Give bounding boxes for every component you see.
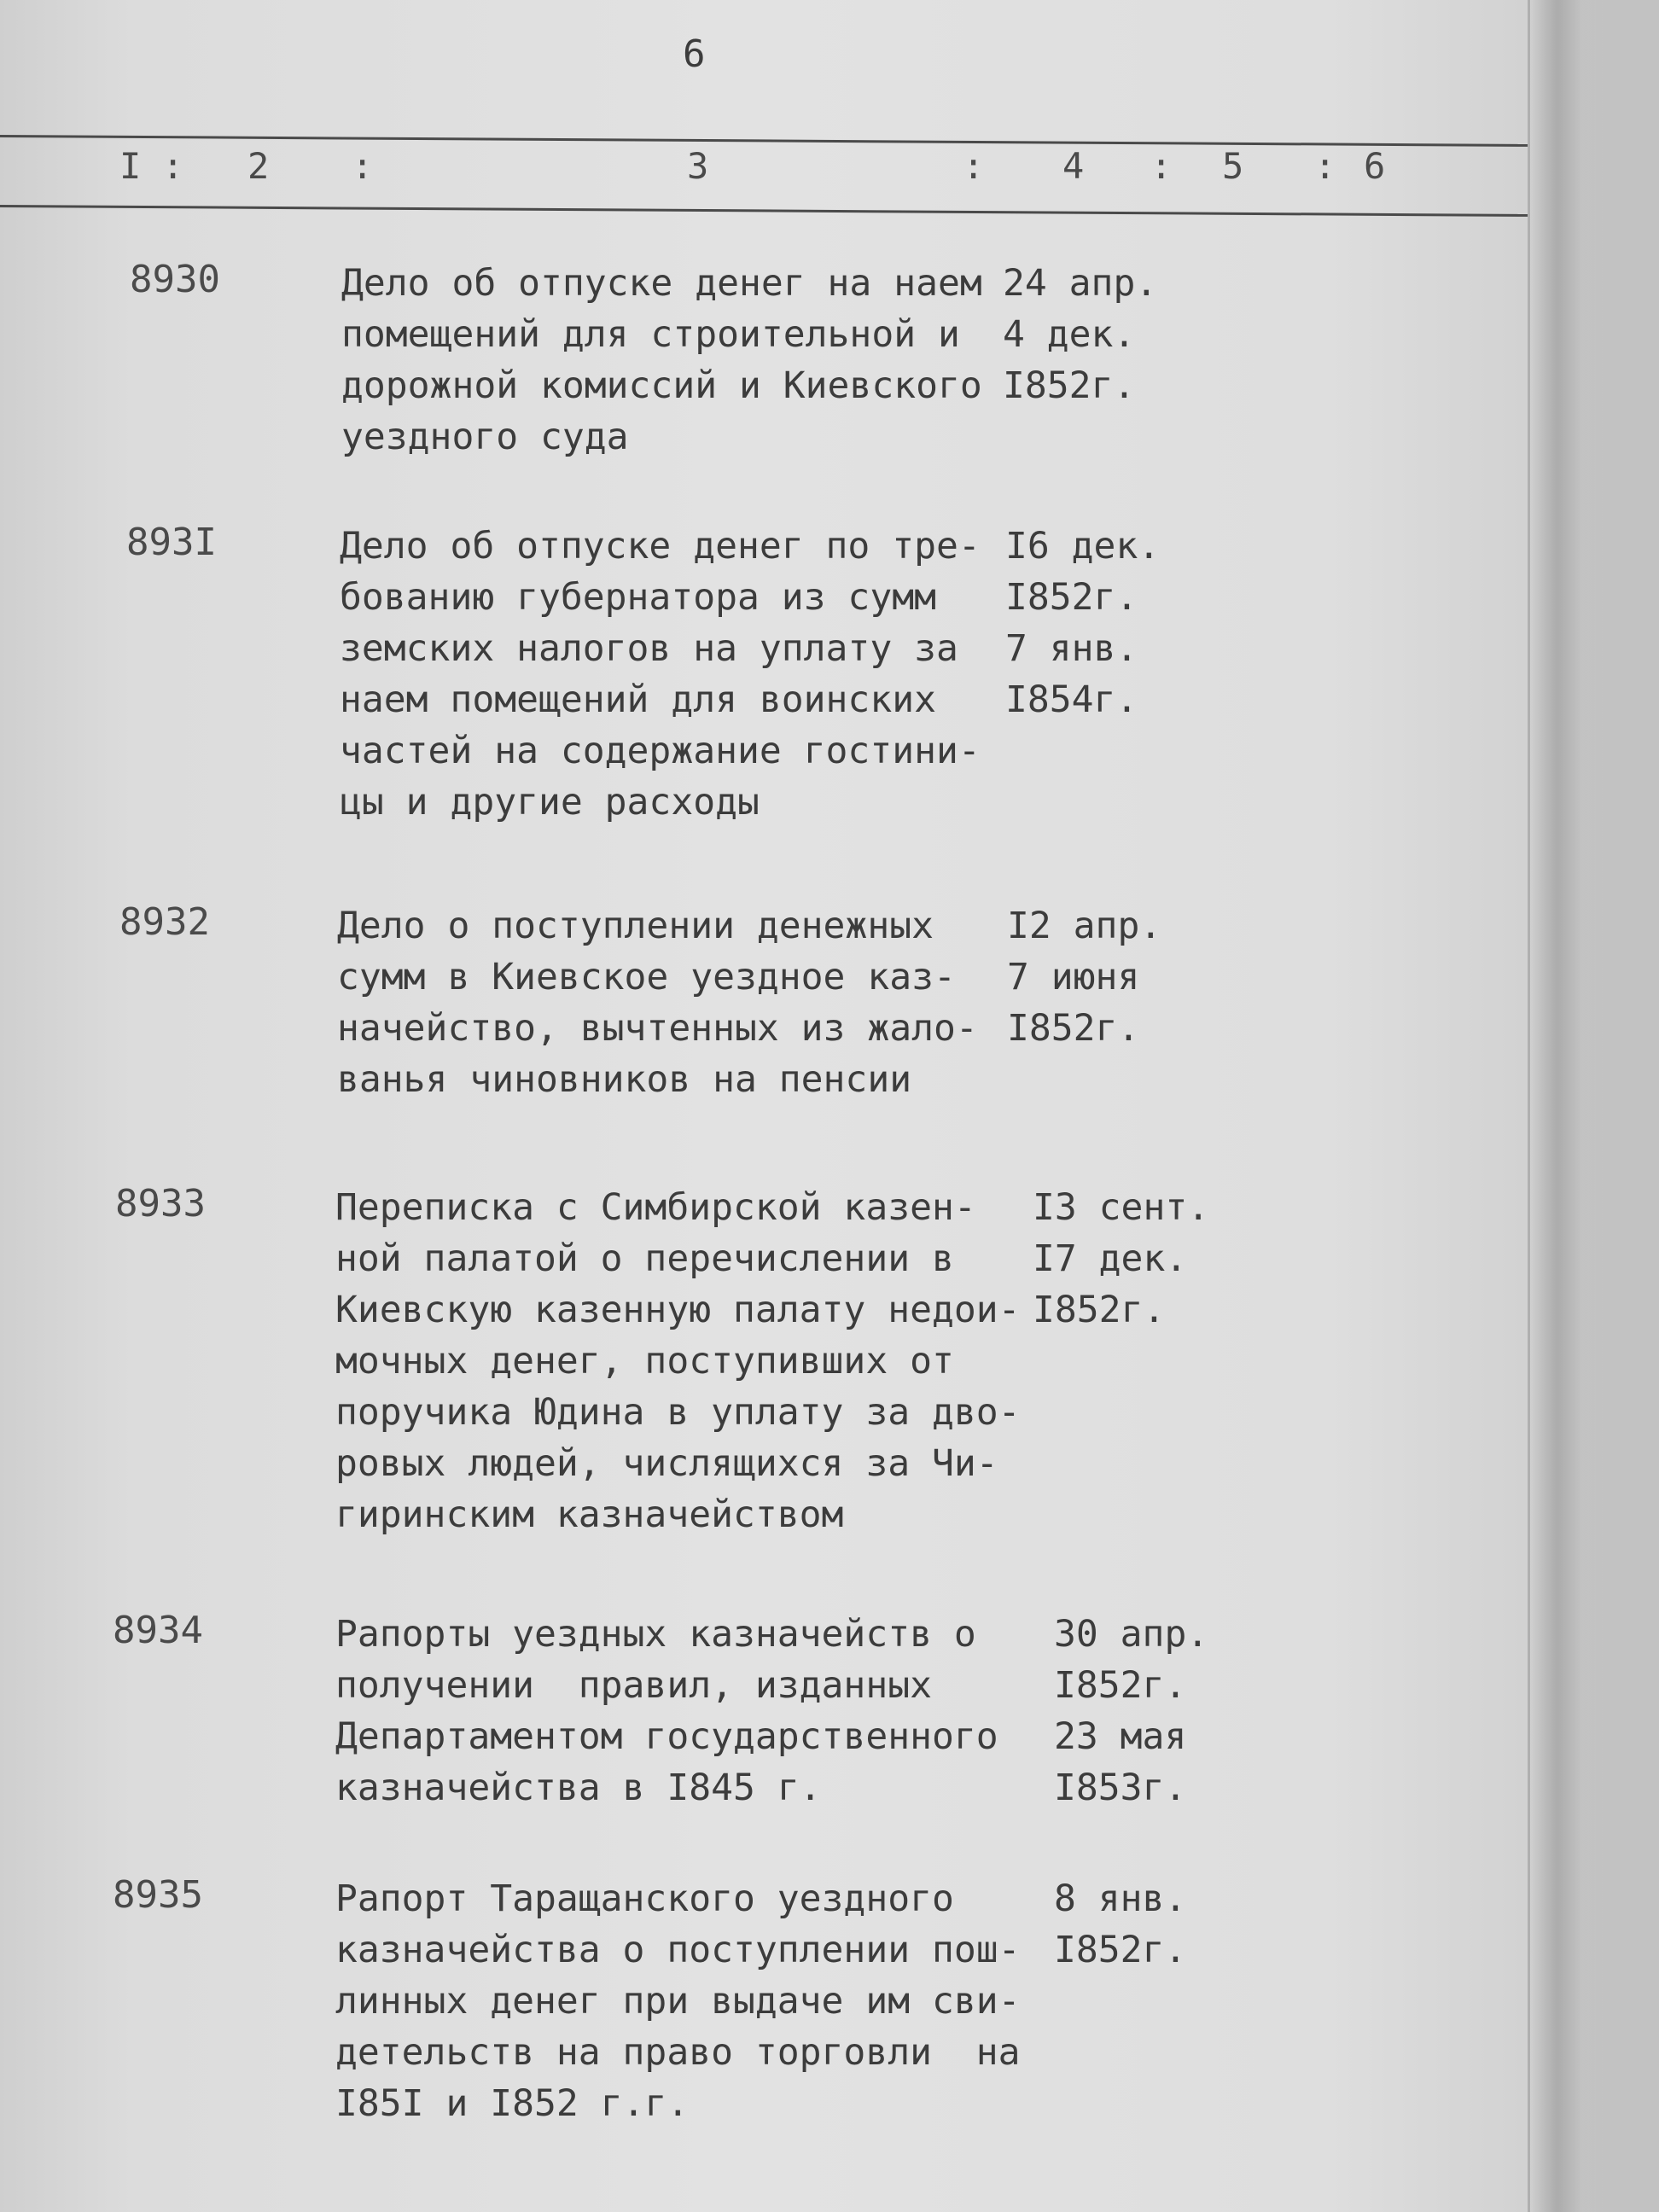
description-line: казначейства в I845 г. <box>335 1767 822 1809</box>
date-line: 7 июня <box>1007 956 1140 998</box>
entry-dates <box>1007 900 1229 1054</box>
description-line: линных денег при выдаче им сви- <box>335 1980 1021 2023</box>
description-line: получении правил, изданных <box>335 1664 932 1707</box>
page-number: 6 <box>683 32 706 76</box>
description-line: уездного суда <box>341 416 629 458</box>
date-line: 7 янв. <box>1005 627 1138 670</box>
column-separator: : <box>1314 145 1336 187</box>
description-line: мочных денег, поступивших от <box>335 1340 954 1382</box>
entry-number: 893I <box>126 521 217 564</box>
entry-number: 8930 <box>130 258 220 301</box>
date-line: I852г. <box>1007 1007 1140 1050</box>
column-header-2: 2 <box>247 145 270 187</box>
entry-dates <box>1003 258 1225 411</box>
entry-dates <box>1054 1609 1276 1813</box>
description-line: Рапорт Таращанского уездного <box>335 1877 954 1920</box>
date-line: I852г. <box>1003 364 1136 407</box>
description-line: Рапорты уездных казначейств о <box>335 1613 976 1656</box>
description-line: земских налогов на уплату за <box>340 627 958 670</box>
description-line: частей на содержание гостини- <box>340 730 981 772</box>
entry-description <box>337 900 1020 1105</box>
page-edge-shadow <box>1531 0 1659 2212</box>
entry-number: 8934 <box>113 1609 203 1652</box>
description-line: Киевскую казенную палату недои- <box>335 1289 1021 1331</box>
date-line: 30 апр. <box>1054 1613 1209 1656</box>
date-line: 23 мая <box>1054 1715 1187 1758</box>
column-header-1: I <box>119 145 142 187</box>
column-header-5: 5 <box>1222 145 1244 187</box>
description-line: цы и другие расходы <box>340 781 760 824</box>
description-line: ванья чиновников на пенсии <box>337 1058 912 1101</box>
description-line: Департаментом государственного <box>335 1715 998 1758</box>
entry-number: 8933 <box>115 1182 206 1225</box>
column-separator: : <box>162 145 184 187</box>
description-line: казначейства о поступлении пош- <box>335 1929 1021 1971</box>
description-line: Дело о поступлении денежных <box>337 905 934 947</box>
entry-description <box>335 1609 1018 1813</box>
description-line: дорожной комиссий и Киевского <box>341 364 982 407</box>
description-line: Дело об отпуске денег по тре- <box>340 525 981 568</box>
entry-description <box>335 1182 1021 1540</box>
date-line: I852г. <box>1054 1664 1187 1707</box>
description-line: Переписка с Симбирской казен- <box>335 1186 976 1229</box>
description-line: ровых людей, числящихся за Чи- <box>335 1442 998 1485</box>
date-line: I7 дек. <box>1033 1237 1188 1280</box>
date-line: I852г. <box>1005 576 1138 619</box>
column-header-4: 4 <box>1062 145 1085 187</box>
entry-number: 8932 <box>119 900 210 944</box>
description-line: детельств на право торговли на <box>335 2031 1021 2074</box>
page-edge-line <box>1528 0 1530 2212</box>
description-line: I85I и I852 г.г. <box>335 2082 690 2125</box>
date-line: 24 апр. <box>1003 262 1158 305</box>
description-line: гиринским казначейством <box>335 1493 844 1536</box>
description-line: наем помещений для воинских <box>340 678 936 721</box>
entry-description <box>335 1873 1021 2129</box>
date-line: I852г. <box>1054 1929 1187 1971</box>
description-line: ной палатой о перечислении в <box>335 1237 954 1280</box>
column-header-3: 3 <box>687 145 709 187</box>
date-line: 4 дек. <box>1003 313 1136 356</box>
header-rule-top <box>0 135 1528 147</box>
entry-description <box>341 258 1024 463</box>
column-separator: : <box>352 145 374 187</box>
column-header-6: 6 <box>1364 145 1386 187</box>
column-separator: : <box>963 145 985 187</box>
header-rule-bottom <box>0 205 1528 217</box>
description-line: сумм в Киевское уездное каз- <box>337 956 956 998</box>
date-line: I852г. <box>1033 1289 1166 1331</box>
description-line: бованию губернатора из сумм <box>340 576 936 619</box>
date-line: I6 дек. <box>1005 525 1161 568</box>
description-line: поручика Юдина в уплату за дво- <box>335 1391 1021 1434</box>
date-line: I2 апр. <box>1007 905 1162 947</box>
entry-number: 8935 <box>113 1873 203 1917</box>
date-line: I854г. <box>1005 678 1138 721</box>
entry-dates <box>1033 1182 1254 1336</box>
description-line: начейство, вычтенных из жало- <box>337 1007 978 1050</box>
entry-description <box>340 521 1022 828</box>
description-line: помещений для строительной и <box>341 313 960 356</box>
date-line: I3 сент. <box>1033 1186 1210 1229</box>
column-separator: : <box>1150 145 1173 187</box>
date-line: 8 янв. <box>1054 1877 1187 1920</box>
description-line: Дело об отпуске денег на наем <box>341 262 982 305</box>
date-line: I853г. <box>1054 1767 1187 1809</box>
entry-dates <box>1054 1873 1276 1976</box>
entry-dates <box>1005 521 1227 725</box>
